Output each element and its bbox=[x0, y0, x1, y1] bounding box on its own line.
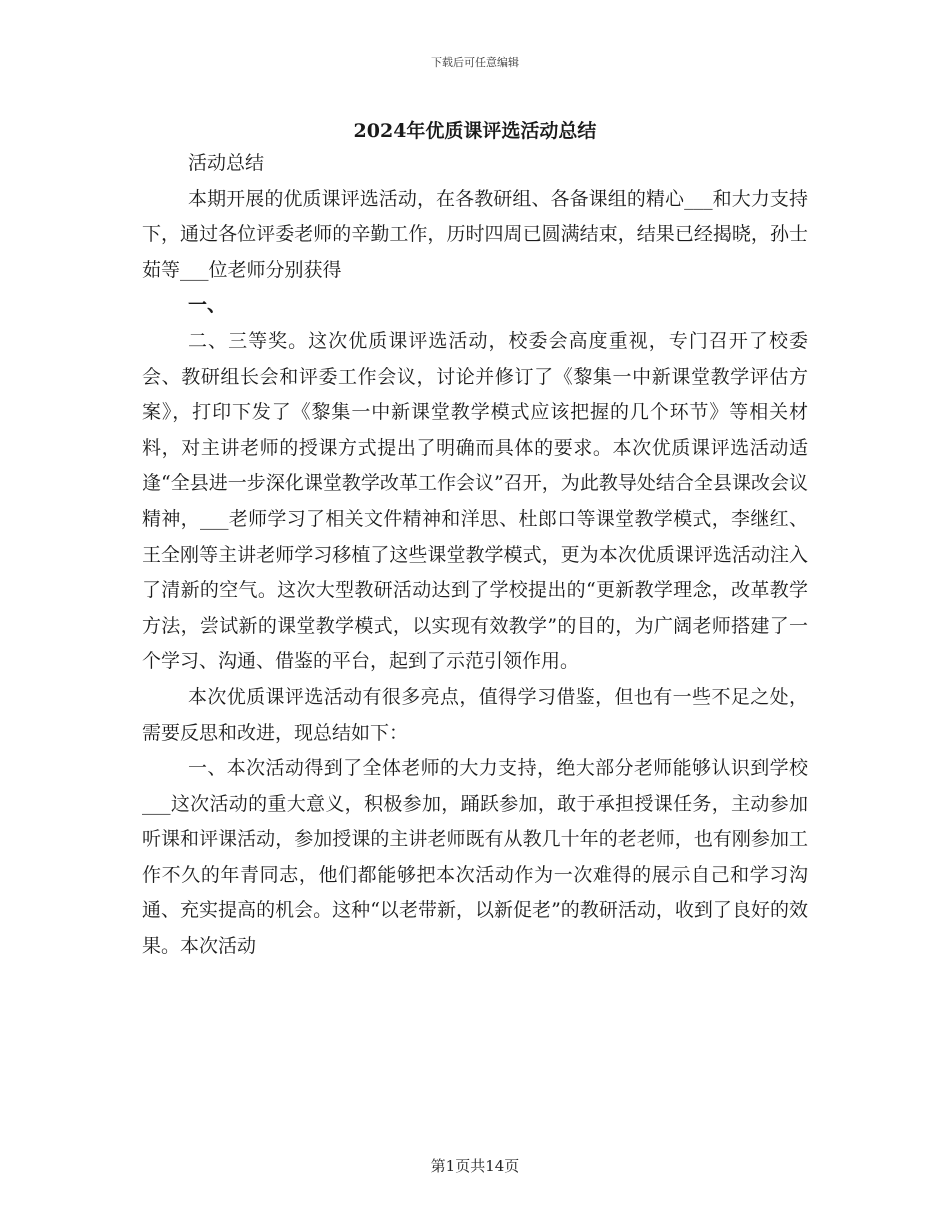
page-header-note: 下载后可任意编辑 bbox=[431, 56, 519, 69]
page-number: 第1页共14页 bbox=[430, 1157, 520, 1175]
paragraph-intro: 本期开展的优质课评选活动，在各教研组、各备课组的精心___和大力支持下，通过各位评委老师的辛勤工作，历时四周已圆满结束，结果已经揭晓，孙士茹等___位老师分别获得 bbox=[142, 187, 808, 281]
paragraph-section-one: 一、 bbox=[188, 294, 227, 317]
paragraph-point-one: 一、本次活动得到了全体老师的大力支持，绝大部分老师能够认识到学校___这次活动的重大意义，积极参加，踊跃参加，敢于承担授课任务，主动参加听课和评课活动，参加授课的主讲老师既有从教几十年的老老师，也有刚参加工作不久的年青同志，他们都能够把本次活动作为一次难得的展示自己和学习沟通、充实提高的机会。这种“以老带新，以新促老”的教研活动，收到了良好的效果。本次活动 bbox=[142, 757, 808, 958]
paragraph-awards: 二、三等奖。这次优质课评选活动，校委会高度重视，专门召开了校委会、教研组长会和评委工作会议，讨论并修订了《黎集一中新课堂教学评估方案》，打印下发了《黎集一中新课堂教学模式应该把握的几个环节》等相关材料，对主讲老师的授课方式提出了明确而具体的要求。本次优质课评选活动适逢“全县进一步深化课堂教学改革工作会议”召开，为此教导处结合全县课改会议精神，___老师学习了相关文件精神和洋思、杜郎口等课堂教学模式，李继红、王全刚等主讲老师学习移植了这些课堂教学模式，更为本次优质课评选活动注入了清新的空气。这次大型教研活动达到了学校提出的“更新教学理念，改革教学方法，尝试新的课堂教学模式，以实现有效教学”的目的，为广阔老师搭建了一个学习、沟通、借鉴的平台，起到了示范引领作用。 bbox=[142, 329, 808, 673]
document-title: 2024年优质课评选活动总结 bbox=[353, 120, 597, 142]
document-body bbox=[142, 146, 808, 965]
paragraph-activity-summary: 活动总结 bbox=[188, 152, 265, 174]
paragraph-highlights: 本次优质课评选活动有很多亮点，值得学习借鉴，但也有一些不足之处，需要反思和改进，现总结如下： bbox=[142, 685, 808, 744]
